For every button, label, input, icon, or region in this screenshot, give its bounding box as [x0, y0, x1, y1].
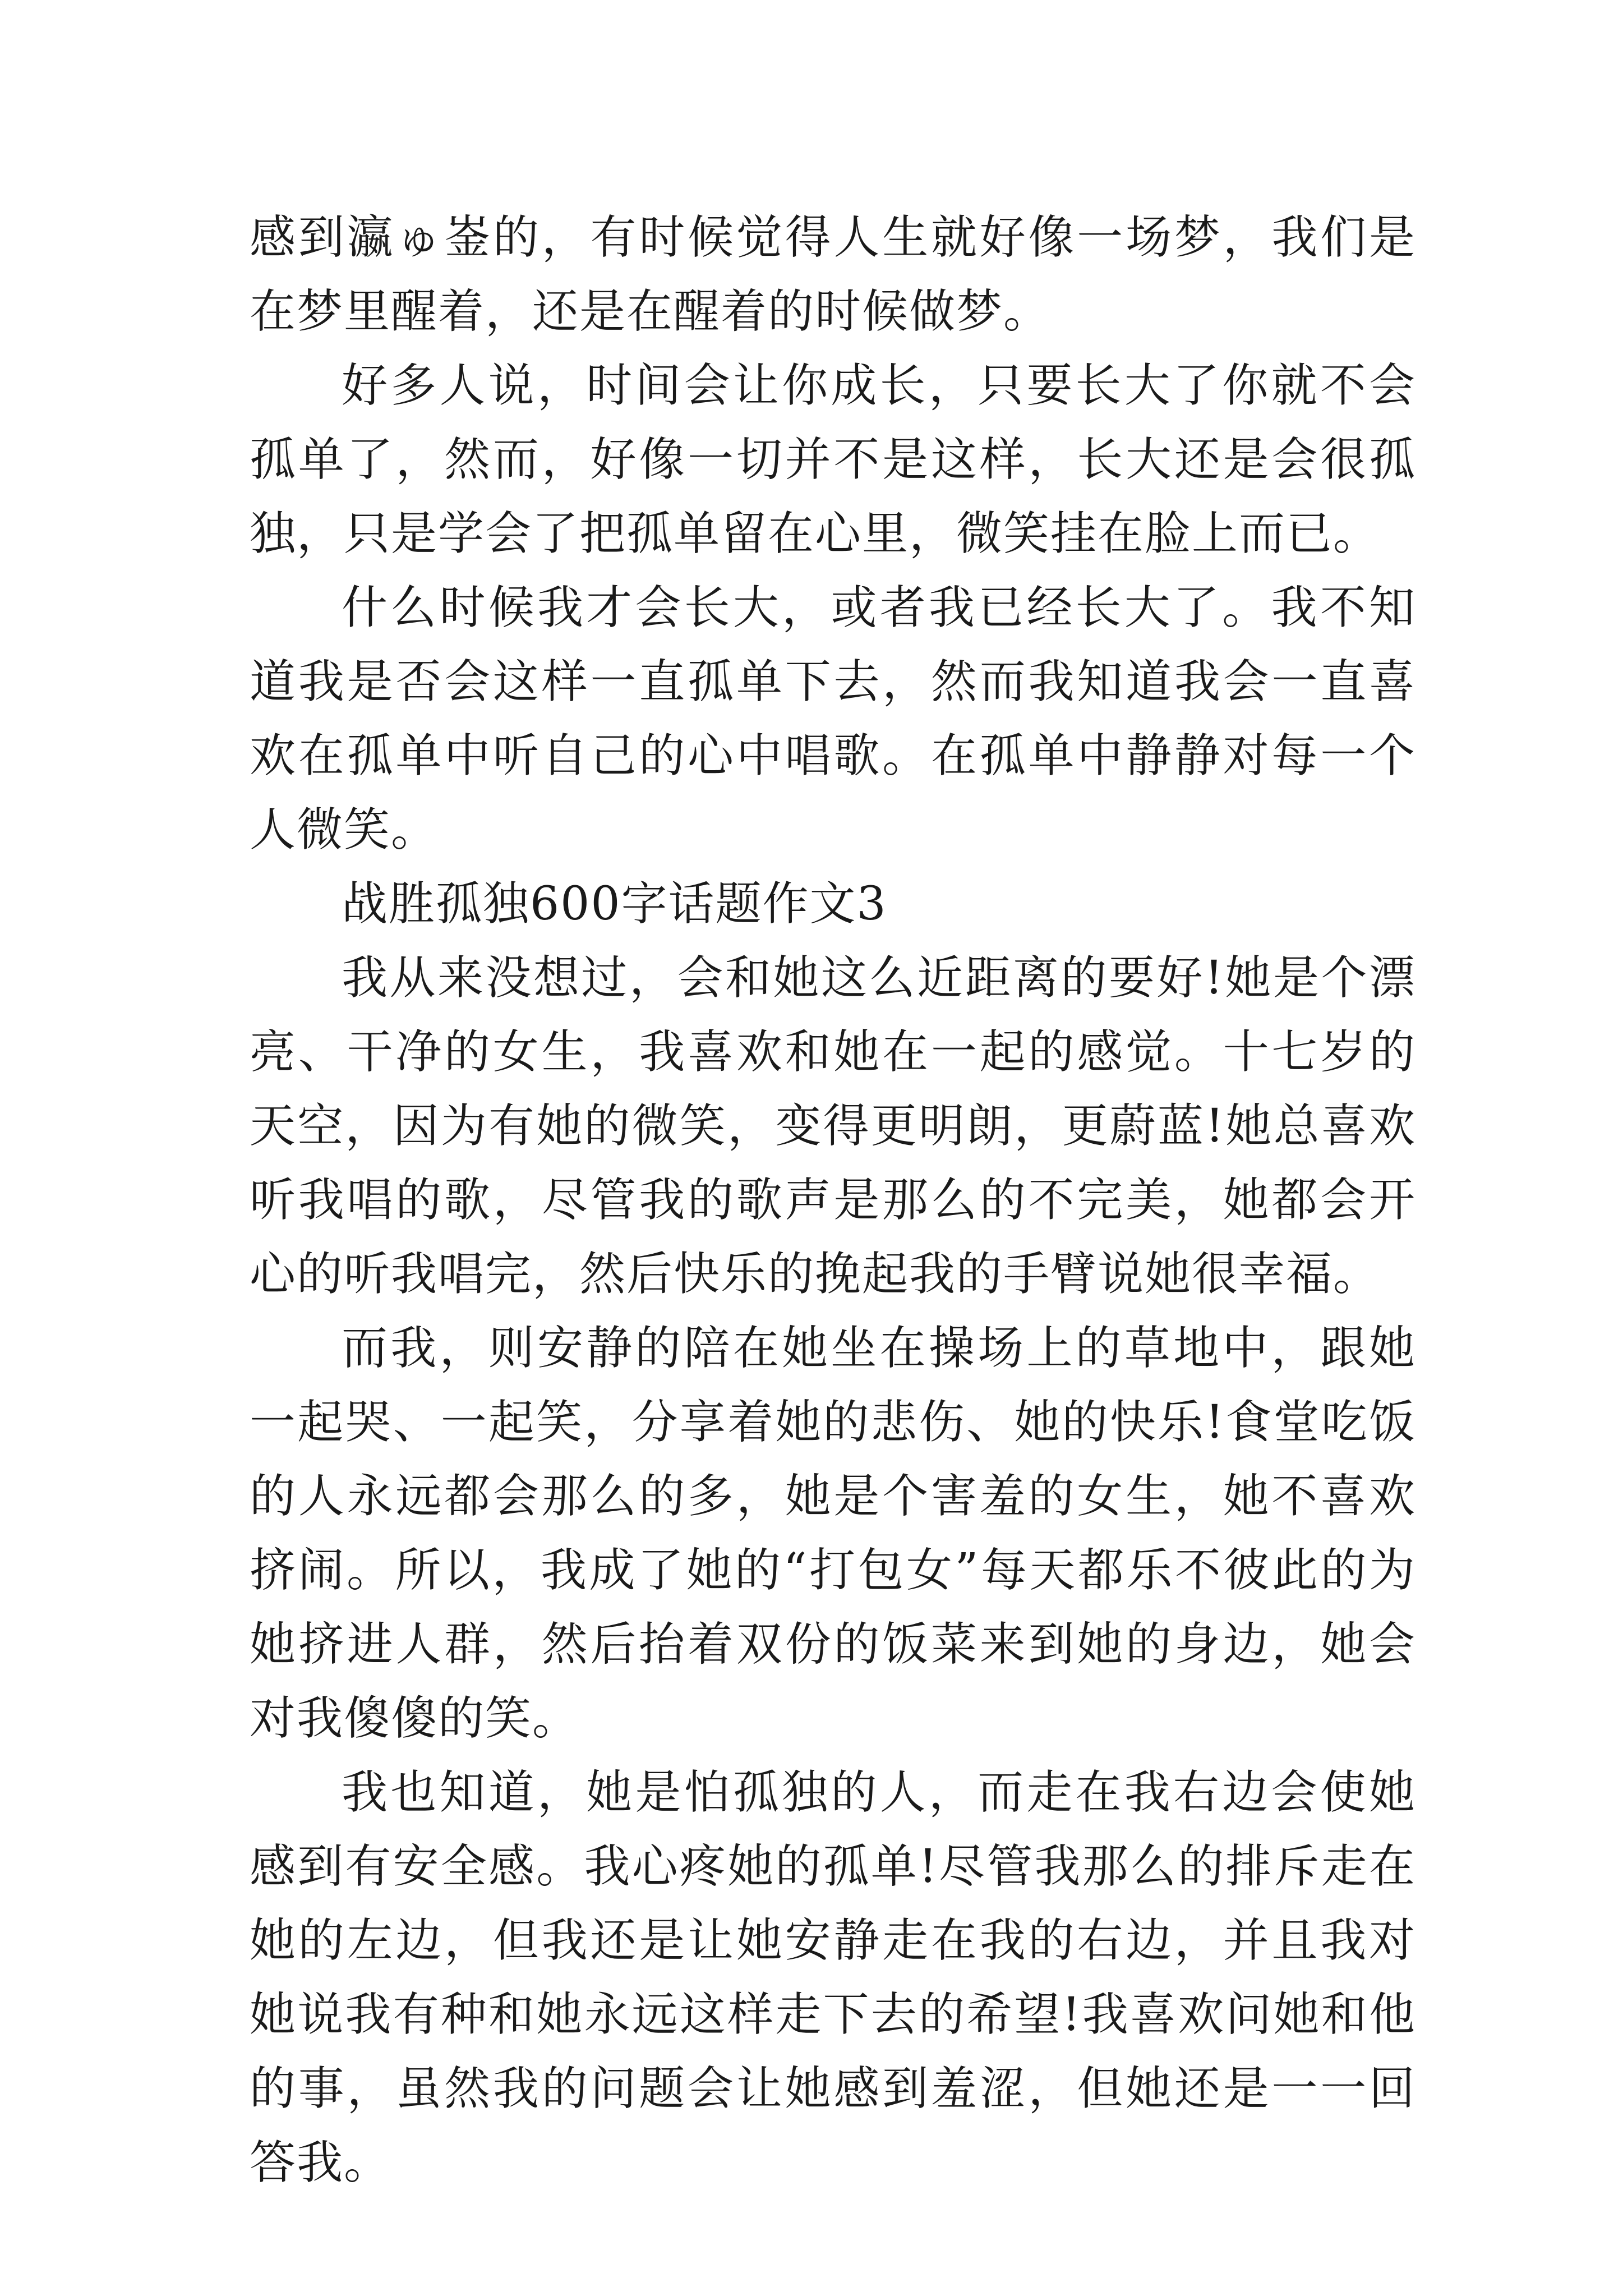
paragraph-4: 我从来没想过，会和她这么近距离的要好!她是个漂亮、干净的女生，我喜欢和她在一起的感觉。十七岁的天空，因为有她的微笑，变得更明朗，更蔚蓝!她总喜欢听我唱的歌，尽管我的歌声是那么的不完美，她都会开心的听我唱完，然后快乐的挽起我的手臂说她很幸福。 — [250, 951, 1416, 1301]
document-body — [250, 201, 1416, 2200]
paragraph-5: 而我，则安静的陪在她坐在操场上的草地中，跟她一起哭、一起笑，分享着她的悲伤、她的快乐!食堂吃饭的人永远都会那么的多，她是个害羞的女生，她不喜欢挤闹。所以，我成了她的“打包女”每天都乐不彼此的为她挤进人群，然后抬着双份的饭菜来到她的身边，她会对我傻傻的笑。 — [250, 1322, 1416, 1745]
paragraph-1: 感到瀛ゅ崟的，有时候觉得人生就好像一场梦，我们是在梦里醒着，还是在醒着的时候做梦。 — [250, 211, 1416, 338]
paragraph-6: 我也知道，她是怕孤独的人，而走在我右边会使她感到有安全感。我心疼她的孤单!尽管我那么的排斥走在她的左边，但我还是让她安静走在我的右边，并且我对她说我有种和她永远这样走下去的希望!我喜欢问她和他的事，虽然我的问题会让她感到羞涩，但她还是一一回答我。 — [250, 1766, 1416, 2189]
paragraph-3: 什么时候我才会长大，或者我已经长大了。我不知道我是否会这样一直孤单下去，然而我知道我会一直喜欢在孤单中听自己的心中唱歌。在孤单中静静对每一个人微笑。 — [250, 581, 1416, 857]
section-heading: 战胜孤独600字话题作文3 — [342, 877, 887, 931]
paragraph-2: 好多人说，时间会让你成长，只要长大了你就不会孤单了，然而，好像一切并不是这样，长大还是会很孤独，只是学会了把孤单留在心里，微笑挂在脸上而已。 — [250, 359, 1416, 560]
